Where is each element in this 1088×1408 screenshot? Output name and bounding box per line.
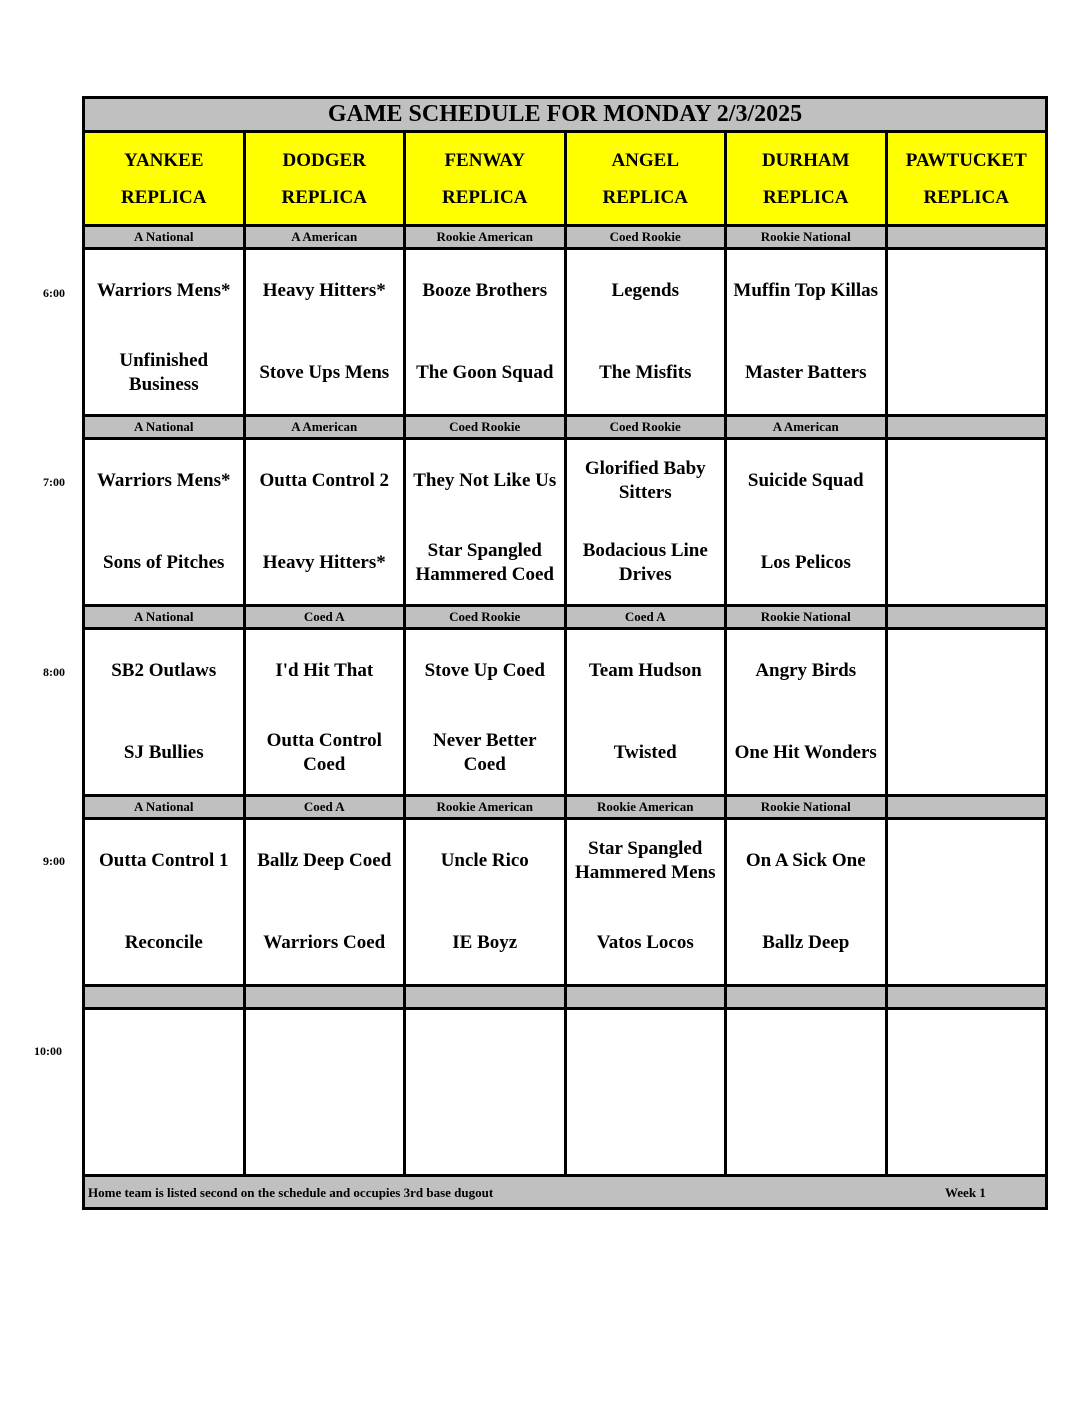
home-team — [888, 1092, 1046, 1174]
time-label-10: 10:00 — [34, 1044, 62, 1058]
field-sub: REPLICA — [441, 186, 528, 208]
home-team: Vatos Locos — [596, 932, 694, 953]
game-cell — [406, 250, 564, 414]
division-label: Rookie American — [567, 797, 725, 817]
game-cell — [888, 1010, 1046, 1174]
field-sub: REPLICA — [923, 186, 1009, 208]
field-sub: REPLICA — [762, 186, 849, 208]
game-cell — [85, 630, 243, 794]
division-row — [85, 417, 1045, 437]
away-team — [888, 440, 1046, 522]
schedule-table — [82, 96, 1048, 1210]
division-label: A National — [85, 607, 243, 627]
away-team: Glorified Baby Sitters — [584, 458, 706, 503]
away-team: Stove Up Coed — [424, 660, 545, 681]
division-label — [85, 987, 243, 1007]
away-team: Team Hudson — [588, 660, 702, 681]
away-team — [85, 1010, 243, 1092]
away-team — [406, 1010, 564, 1092]
game-cell — [727, 820, 885, 984]
home-team — [727, 1092, 885, 1174]
game-cell — [85, 250, 243, 414]
division-label — [567, 987, 725, 1007]
game-cell — [888, 440, 1046, 604]
away-team — [567, 1010, 725, 1092]
division-label: Coed Rookie — [406, 607, 564, 627]
division-label — [888, 797, 1046, 817]
home-team-note: Home team is listed second on the schedule and occupies 3rd base dugout — [88, 1185, 494, 1200]
division-label: A American — [727, 417, 885, 437]
away-team: Legends — [611, 280, 680, 301]
division-label: A American — [246, 417, 404, 437]
game-cell — [406, 1010, 564, 1174]
away-team: Angry Birds — [755, 660, 857, 681]
home-team: Star Spangled Hammered Coed — [415, 540, 554, 585]
home-team — [888, 522, 1046, 604]
game-cell — [85, 820, 243, 984]
home-team — [567, 1092, 725, 1174]
home-team: One Hit Wonders — [734, 742, 877, 763]
away-team: Outta Control 1 — [99, 850, 229, 871]
away-team: They Not Like Us — [413, 470, 557, 491]
home-team: Ballz Deep — [762, 932, 850, 953]
time-column — [0, 0, 82, 1408]
field-name: ANGEL — [611, 149, 680, 171]
home-team — [888, 332, 1046, 414]
game-cell — [246, 1010, 404, 1174]
home-team: SJ Bullies — [123, 742, 204, 763]
home-team: Sons of Pitches — [103, 552, 225, 573]
home-team — [888, 712, 1046, 794]
game-cell — [567, 630, 725, 794]
home-team — [246, 1092, 404, 1174]
home-team: Los Pelicos — [760, 552, 851, 573]
division-label: Rookie National — [727, 607, 885, 627]
game-cell — [406, 820, 564, 984]
time-label-6: 6:00 — [43, 286, 65, 300]
away-team: I'd Hit That — [275, 660, 374, 681]
division-row — [85, 797, 1045, 817]
home-team: IE Boyz — [452, 932, 518, 953]
game-cell — [406, 630, 564, 794]
game-row — [85, 250, 1045, 414]
game-cell — [246, 250, 404, 414]
away-team — [888, 250, 1046, 332]
home-team: Unfinished Business — [119, 350, 209, 395]
away-team: Heavy Hitters* — [262, 280, 386, 301]
field-name: YANKEE — [123, 149, 204, 171]
home-team: The Goon Squad — [416, 362, 554, 383]
week-label: Week 1 — [945, 1185, 986, 1200]
game-cell — [727, 440, 885, 604]
game-cell — [727, 630, 885, 794]
game-cell — [727, 250, 885, 414]
game-cell — [85, 440, 243, 604]
field-header-durham — [727, 133, 885, 224]
away-team: Ballz Deep Coed — [257, 850, 392, 871]
game-row — [85, 440, 1045, 604]
division-label: Coed A — [567, 607, 725, 627]
time-label-8: 8:00 — [43, 665, 65, 679]
home-team: Stove Ups Mens — [259, 362, 390, 383]
field-sub: REPLICA — [602, 186, 688, 208]
division-label: Coed Rookie — [406, 417, 564, 437]
home-team: Heavy Hitters* — [262, 552, 386, 573]
field-header-fenway — [406, 133, 564, 224]
division-label: Coed Rookie — [567, 417, 725, 437]
game-row — [85, 630, 1045, 794]
time-label-7: 7:00 — [43, 475, 65, 489]
game-row — [85, 820, 1045, 984]
away-team — [888, 1010, 1046, 1092]
division-label: A National — [85, 797, 243, 817]
away-team: Suicide Squad — [747, 470, 864, 491]
division-label — [888, 607, 1046, 627]
division-label: A National — [85, 227, 243, 247]
away-team — [727, 1010, 885, 1092]
division-label: Rookie National — [727, 227, 885, 247]
division-row — [85, 227, 1045, 247]
home-team: Warriors Coed — [263, 932, 386, 953]
home-team: Twisted — [613, 742, 677, 763]
division-label: A American — [246, 227, 404, 247]
division-label: Coed Rookie — [567, 227, 725, 247]
division-label: Rookie American — [406, 227, 564, 247]
away-team: SB2 Outlaws — [111, 660, 217, 681]
division-row — [85, 987, 1045, 1007]
game-cell — [567, 440, 725, 604]
game-cell — [567, 250, 725, 414]
field-header-yankee — [85, 133, 243, 224]
field-sub: REPLICA — [281, 186, 367, 208]
home-team: The Misfits — [599, 362, 692, 383]
away-team — [246, 1010, 404, 1092]
game-cell — [567, 1010, 725, 1174]
game-cell — [888, 250, 1046, 414]
home-team — [888, 902, 1046, 984]
away-team: Star Spangled Hammered Mens — [574, 838, 716, 883]
game-cell — [567, 820, 725, 984]
schedule-footer — [85, 1177, 1045, 1207]
field-header-row — [85, 133, 1045, 224]
game-cell — [246, 440, 404, 604]
game-cell — [406, 440, 564, 604]
field-header-angel — [567, 133, 725, 224]
division-row — [85, 607, 1045, 627]
away-team: On A Sick One — [745, 850, 866, 871]
division-label: Coed A — [246, 607, 404, 627]
away-team: Uncle Rico — [440, 850, 529, 871]
field-header-pawtucket — [888, 133, 1046, 224]
division-label: Coed A — [246, 797, 404, 817]
division-label — [406, 987, 564, 1007]
home-team: Outta Control Coed — [266, 730, 382, 775]
field-name: PAWTUCKET — [905, 149, 1027, 171]
time-label-9: 9:00 — [43, 854, 65, 868]
away-team: Booze Brothers — [422, 280, 548, 301]
game-cell — [246, 630, 404, 794]
field-name: FENWAY — [444, 149, 526, 171]
home-team: Never Better Coed — [432, 730, 537, 775]
home-team: Reconcile — [124, 932, 203, 953]
game-cell — [727, 1010, 885, 1174]
field-header-dodger — [246, 133, 404, 224]
away-team — [888, 820, 1046, 902]
home-team: Master Batters — [744, 362, 867, 383]
schedule-title: GAME SCHEDULE FOR MONDAY 2/3/2025 — [85, 99, 1045, 130]
away-team: Muffin Top Killas — [733, 280, 879, 301]
division-label — [727, 987, 885, 1007]
game-row — [85, 1010, 1045, 1174]
game-cell — [246, 820, 404, 984]
away-team: Outta Control 2 — [259, 470, 389, 491]
field-name: DURHAM — [761, 149, 850, 171]
home-team — [406, 1092, 564, 1174]
field-sub: REPLICA — [120, 186, 207, 208]
division-label: A National — [85, 417, 243, 437]
division-label — [888, 417, 1046, 437]
game-cell — [888, 820, 1046, 984]
division-label — [246, 987, 404, 1007]
away-team — [888, 630, 1046, 712]
away-team: Warriors Mens* — [96, 280, 231, 301]
away-team: Warriors Mens* — [96, 470, 231, 491]
game-cell — [888, 630, 1046, 794]
division-label: Rookie National — [727, 797, 885, 817]
division-label: Rookie American — [406, 797, 564, 817]
game-cell — [85, 1010, 243, 1174]
home-team: Bodacious Line Drives — [582, 540, 708, 585]
division-label — [888, 987, 1046, 1007]
field-name: DODGER — [282, 149, 366, 171]
home-team — [85, 1092, 243, 1174]
division-label — [888, 227, 1046, 247]
